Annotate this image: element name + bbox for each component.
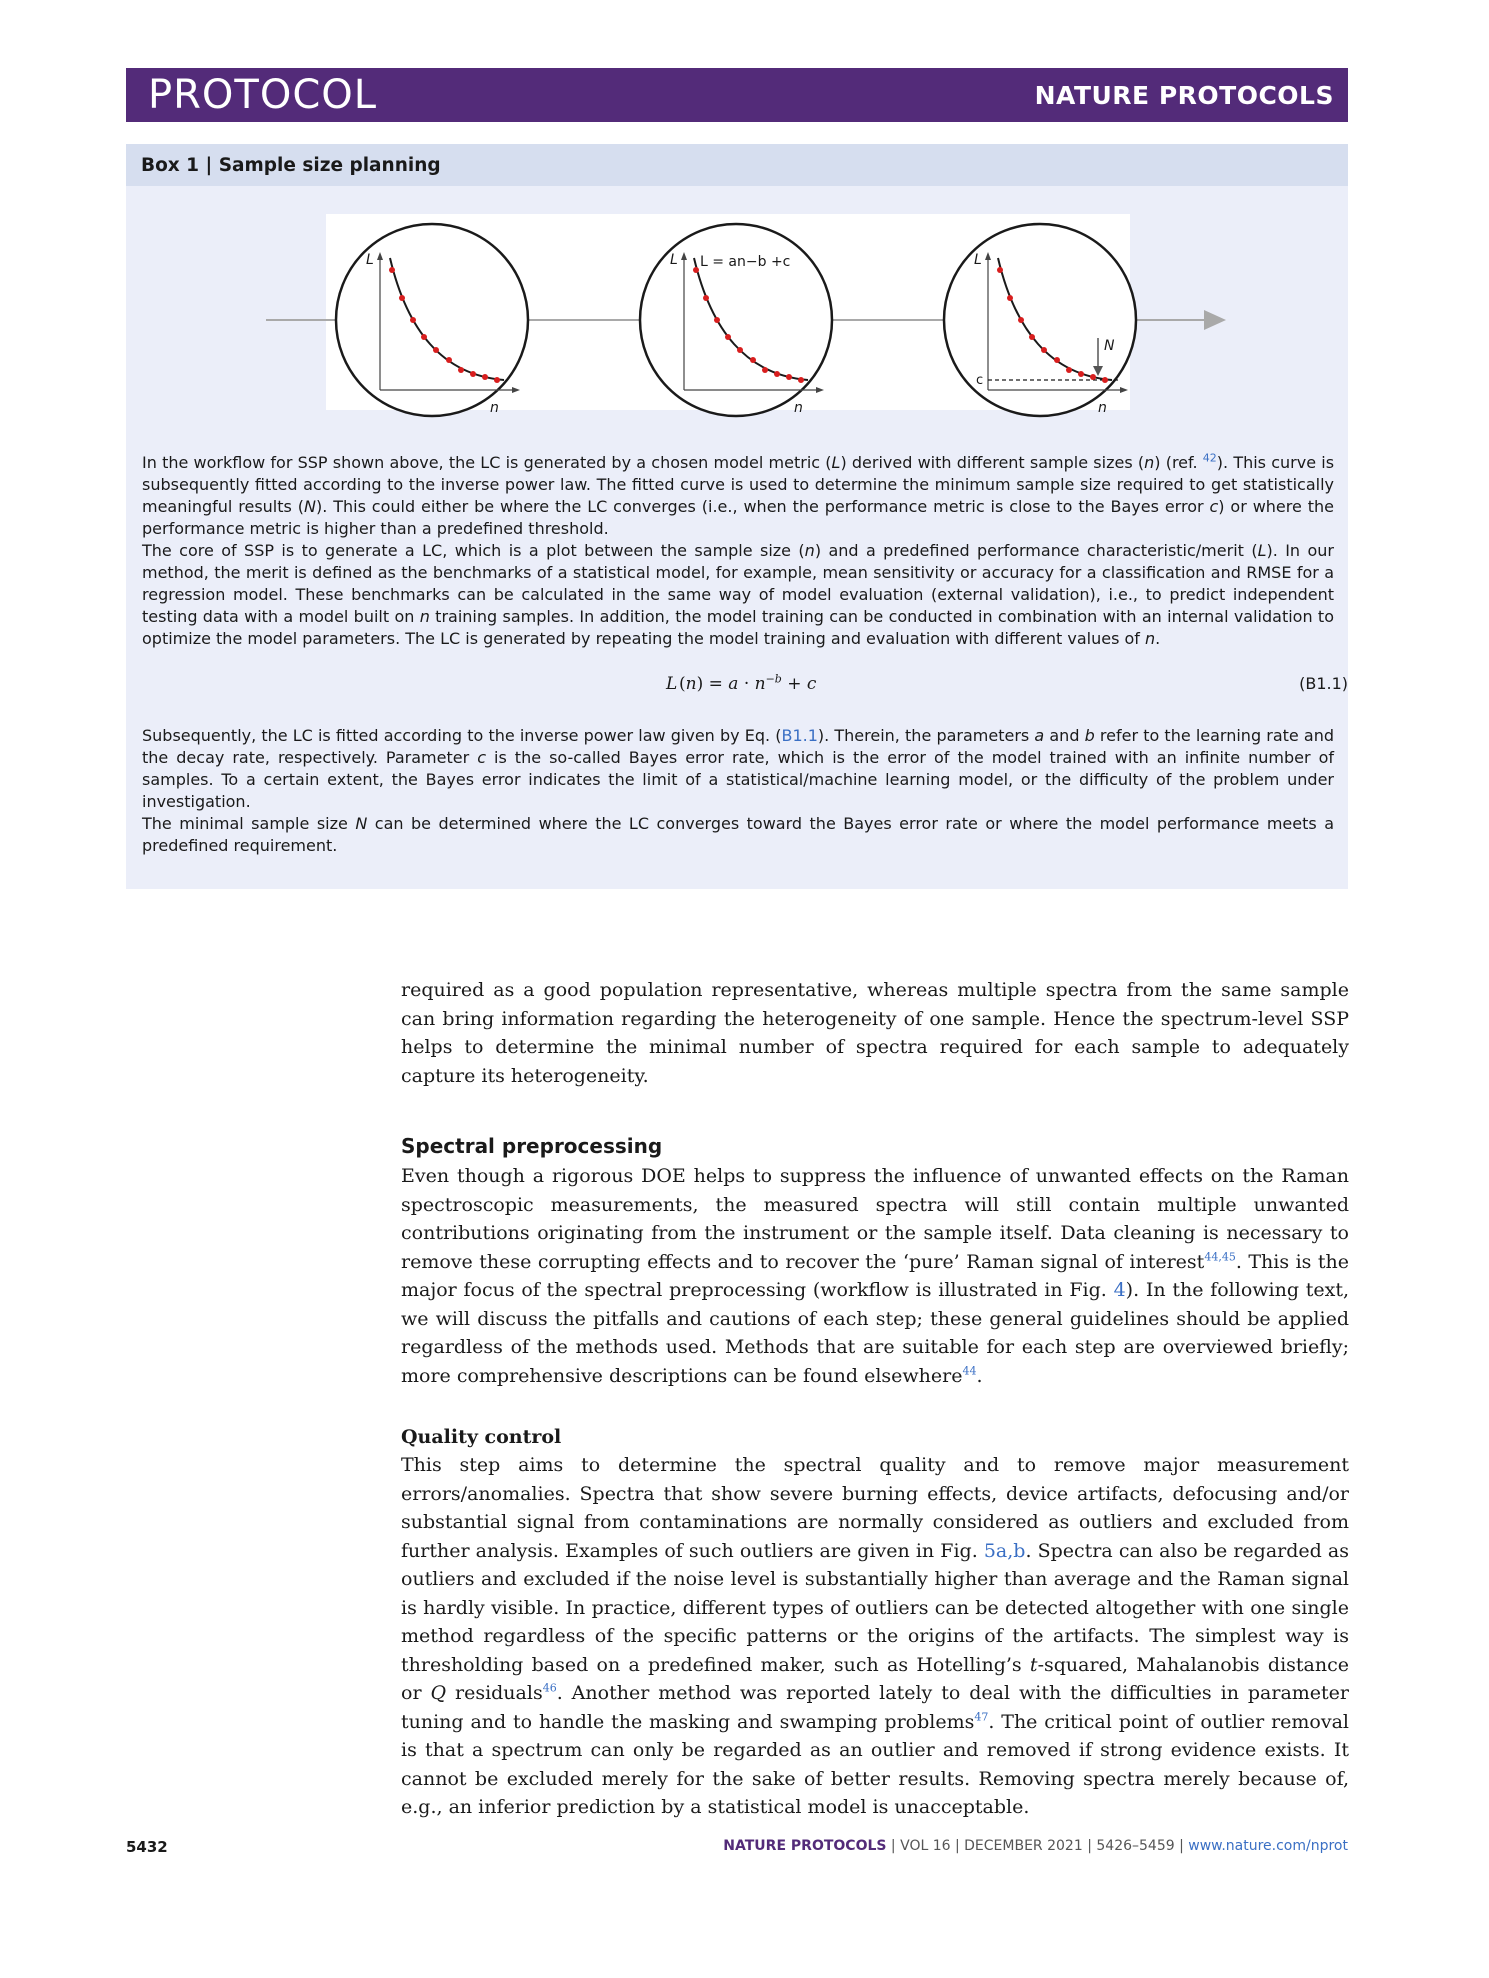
box-paragraph-4: The minimal sample size N can be determined where the LC converges toward the Bayes error rate or where the model performance meets a predefined requirement.	[142, 814, 1335, 855]
page-number: 5432	[126, 1838, 168, 1856]
y-axis-label: L	[670, 252, 678, 268]
lc-panel-2	[640, 224, 832, 416]
body-paragraph-intro: required as a good population representative, whereas multiple spectra from the same sample can bring information regarding the heterogeneity of one sample. Hence the spectrum-level SSP helps to determine the minimal number of spectra required for each sample to adequately capture its heterogeneity.	[401, 979, 1349, 1087]
heading-quality-control: Quality control	[401, 1426, 562, 1448]
x-axis-label: n	[1098, 400, 1107, 416]
ref-44-45: 44,45	[1204, 1250, 1236, 1264]
y-axis-label: L	[974, 252, 982, 268]
footer-url[interactable]: www.nature.com/nprot	[1188, 1838, 1348, 1854]
arrow-head-icon	[1204, 310, 1226, 330]
box-title: Box 1 | Sample size planning	[141, 155, 441, 176]
lc-panel-1	[336, 224, 528, 416]
minimal-sample-size-label: N	[1104, 338, 1115, 354]
body-paragraph-spectral: Even though a rigorous DOE helps to suppress the influence of unwanted effects on the Raman spectroscopic measurements, the measured spectra will still contain multiple unwanted contributions originating from the instrument or the sample itself. Data cleaning is necessary to remove these corrupting effects and to recover the ‘pure’ Raman signal of interest$^{44,45}$. This is the major focus of the spectral preprocessing (workflow is illustrated in Fig. 4). In the following text, we will discuss the pitfalls and cautions of each step; these general guidelines should be applied regardless of the methods used. Methods that are suitable for each step are overviewed briefly; more comprehensive descriptions can be found elsewhere$^{44}$.	[401, 1165, 1350, 1387]
footer-journal-name: NATURE PROTOCOLS	[723, 1838, 887, 1854]
panel-circle	[944, 224, 1136, 416]
footer-date: DECEMBER 2021	[964, 1838, 1083, 1854]
box-paragraph-1: In the workflow for SSP shown above, the LC is generated by a chosen model metric (L) derived with different sample sizes (n) (ref. $^{42}$). This curve is subsequently fitted according to the inverse power law. The fitted curve is used to determine the minimum sample size required to get statistically meaningful results (N). This could either be where the LC converges (i.e., when the performance metric is close to the Bayes error c) or where the performance metric is higher than a predefined threshold.	[142, 451, 1335, 538]
journal-name: NATURE PROTOCOLS	[1034, 81, 1334, 110]
workflow-figure	[126, 214, 1348, 424]
bayes-error-label: c	[976, 373, 984, 388]
ref-47: 47	[974, 1710, 989, 1724]
journal-header	[126, 68, 1348, 122]
x-axis-label: n	[794, 400, 803, 416]
fig-4-link[interactable]: 4	[1113, 1279, 1126, 1301]
panel-circle	[640, 224, 832, 416]
footer-volume: VOL 16	[900, 1838, 951, 1854]
ref-46: 46	[542, 1681, 557, 1695]
footer-citation: NATURE PROTOCOLS | VOL 16 | DECEMBER 2021 | 5426–5459 | www.nature.com/nprot	[723, 1838, 1348, 1854]
box-paragraph-2: The core of SSP is to generate a LC, which is a plot between the sample size (n) and a predefined performance characteristic/merit (L). In our method, the merit is defined as the benchmarks of a statistical model, for example, mean sensitivity or accuracy for a classification and RMSE for a regression model. These benchmarks can be calculated in the same way of model evaluation (external validation), i.e., to predict independent testing data with a model built on n training samples. In addition, the model training can be conducted in combination with an internal validation to optimize the model parameters. The LC is generated by repeating the model training and evaluation with different values of n.	[142, 541, 1334, 648]
box-sample-size-planning	[126, 144, 1348, 889]
box-paragraph-3: Subsequently, the LC is fitted according to the inverse power law given by Eq. (B1.1). Therein, the parameters a and b refer to the learning rate and the decay rate, respectively. Parameter c is the so-called Bayes error rate, which is the error of the model trained with an infinite number of samples. To a certain extent, the Bayes error indicates the limit of a statistical/machine learning model, or the difficulty of the problem under investigation.	[142, 726, 1335, 811]
heading-spectral-preprocessing: Spectral preprocessing	[401, 1134, 663, 1158]
y-axis-label: L	[366, 252, 374, 268]
ref-44: 44	[962, 1364, 977, 1378]
section-label: PROTOCOL	[148, 72, 378, 118]
panel-circle	[336, 224, 528, 416]
body-paragraph-quality: This step aims to determine the spectral quality and to remove major measurement errors/anomalies. Spectra that show severe burning effects, device artifacts, defocusing and/or substantial signal from contaminations are normally considered as outliers and excluded from further analysis. Examples of such outliers are given in Fig. 5a,b. Spectra can also be regarded as outliers and excluded if the noise level is substantially higher than average and the Raman signal is hardly visible. In practice, different types of outliers can be detected altogether with one single method regardless of the specific patterns or the origins of the artifacts. The simplest way is thresholding based on a predefined maker, such as Hotelling’s t-squared, Mahalanobis distance or Q residuals$^{46}$. Another method was reported lately to deal with the difficulties in parameter tuning and to handle the masking and swamping problems$^{47}$. The critical point of outlier removal is that a spectrum can only be regarded as an outlier and removed if strong evidence exists. It cannot be excluded merely for the sake of better results. Removing spectra merely because of, e.g., an inferior prediction by a statistical model is unacceptable.	[401, 1454, 1349, 1818]
ref-42: 42	[1202, 451, 1217, 465]
equation-b1-1: L $(n) = a \cdot n^{-b} + c$ (B1.1)	[666, 672, 1348, 694]
box-text-block-2	[142, 725, 1334, 857]
footer-pages: 5426–5459	[1096, 1838, 1175, 1854]
box-text-block-1	[142, 452, 1334, 650]
equation-link[interactable]: B1.1	[781, 726, 818, 745]
box-title-bar	[126, 144, 1348, 186]
fig-5ab-link[interactable]: 5a,b	[983, 1539, 1026, 1562]
equation-number: (B1.1)	[1299, 674, 1348, 693]
fit-equation-label: L = an−b +c	[700, 254, 791, 270]
x-axis-label: n	[490, 400, 499, 416]
lc-panel-3	[944, 224, 1136, 416]
equation-formula: L	[666, 674, 678, 694]
